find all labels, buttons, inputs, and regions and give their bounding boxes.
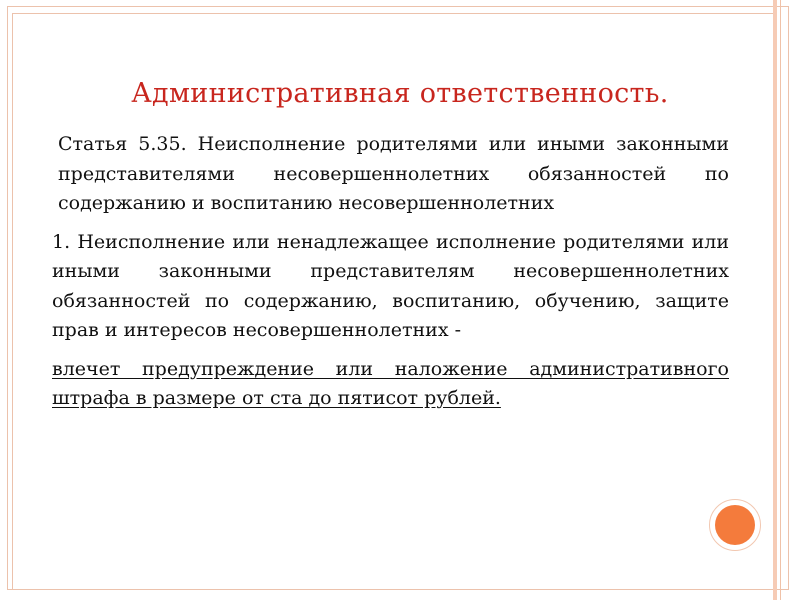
article-clause-1: 1. Неисполнение или ненадлежащее исполнение родителями или иными законными представителям несовершеннолетних обязанностей по содержанию, воспитанию, обучению, защите прав и интересов несовершеннолетних - [52, 230, 729, 341]
slide-title: Административная ответственность. [131, 78, 669, 109]
penalty-text: влечет предупреждение или наложение административного штрафа в размере от ста до пятисот рублей. [52, 357, 729, 409]
slide-body [52, 130, 729, 423]
article-heading: Статья 5.35. Неисполнение родителями или иными законными представителями несовершеннолетних обязанностей по содержанию и воспитанию несовершеннолетних [58, 133, 729, 214]
orange-circle-icon [715, 505, 755, 545]
